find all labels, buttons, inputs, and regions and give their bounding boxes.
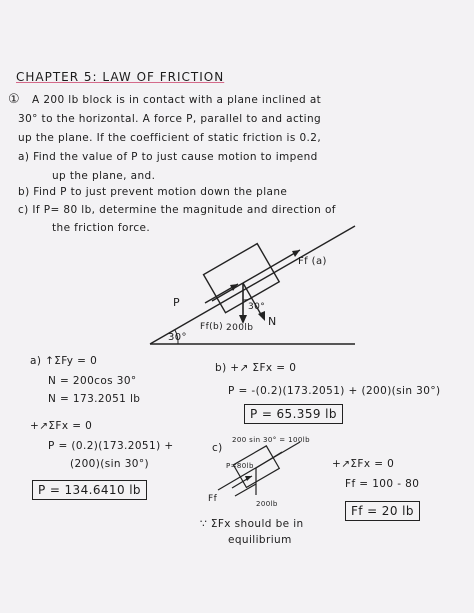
- label-Ff-b: Ff(b): [200, 322, 224, 332]
- chapter-title: CHAPTER 5: LAW OF FRICTION: [16, 70, 225, 84]
- label-P: P: [173, 296, 181, 309]
- problem-line: A 200 lb block is in contact with a plane inclined at: [32, 94, 322, 106]
- part-c-line: Ff = 100 - 80: [345, 478, 420, 490]
- label-weight: 200lb: [226, 323, 254, 333]
- problem-line: up the plane, and.: [52, 170, 156, 182]
- problem-number: ①: [8, 92, 21, 107]
- part-b-line: b) +↗ ΣFx = 0: [215, 362, 297, 374]
- part-a-line: N = 200cos 30°: [48, 375, 137, 387]
- part-c-diag-Ff: Ff: [208, 494, 218, 504]
- part-a-line: a) ↑ΣFy = 0: [30, 355, 98, 367]
- part-a-line: N = 173.2051 lb: [48, 393, 141, 405]
- friction-b-arrow: [212, 283, 243, 301]
- label-Ff-a: Ff (a): [298, 256, 327, 267]
- block: [204, 244, 280, 313]
- part-b-result: P = 65.359 lb: [244, 404, 343, 424]
- part-c-diag-P: P=80lb: [226, 462, 254, 470]
- label-angle-incline: 30°: [168, 332, 187, 343]
- problem-line: b) Find P to just prevent motion down the plane: [18, 186, 288, 198]
- part-a-line: (200)(sin 30°): [70, 458, 150, 470]
- part-c-result: Ff = 20 lb: [345, 501, 420, 521]
- problem-line: up the plane. If the coefficient of static friction is 0.2,: [18, 132, 322, 144]
- part-c-diag-top: 200 sin 30° = 100lb: [232, 436, 310, 444]
- problem-line: a) Find the value of P to just cause motion to impend: [18, 151, 318, 163]
- part-c-note: equilibrium: [228, 534, 292, 546]
- part-c-note: ∵ ΣFx should be in: [200, 518, 304, 530]
- part-b-line: P = -(0.2)(173.2051) + (200)(sin 30°): [228, 385, 441, 397]
- part-c-diag-w: 200lb: [256, 500, 278, 508]
- problem-line: c) If P= 80 lb, determine the magnitude and direction of: [18, 204, 336, 216]
- label-angle-block: 30°: [248, 302, 266, 312]
- part-a-line: P = (0.2)(173.2051) +: [48, 440, 174, 452]
- part-c-line: +↗ΣFx = 0: [332, 458, 395, 470]
- part-c-label: c): [212, 442, 223, 454]
- problem-line: the friction force.: [52, 222, 151, 234]
- part-a-line: +↗ΣFx = 0: [30, 420, 93, 432]
- friction-a-arrow: [243, 250, 300, 283]
- problem-line: 30° to the horizontal. A force P, parallel to and acting: [18, 113, 322, 125]
- label-N: N: [268, 315, 277, 328]
- part-a-result: P = 134.6410 lb: [32, 480, 147, 500]
